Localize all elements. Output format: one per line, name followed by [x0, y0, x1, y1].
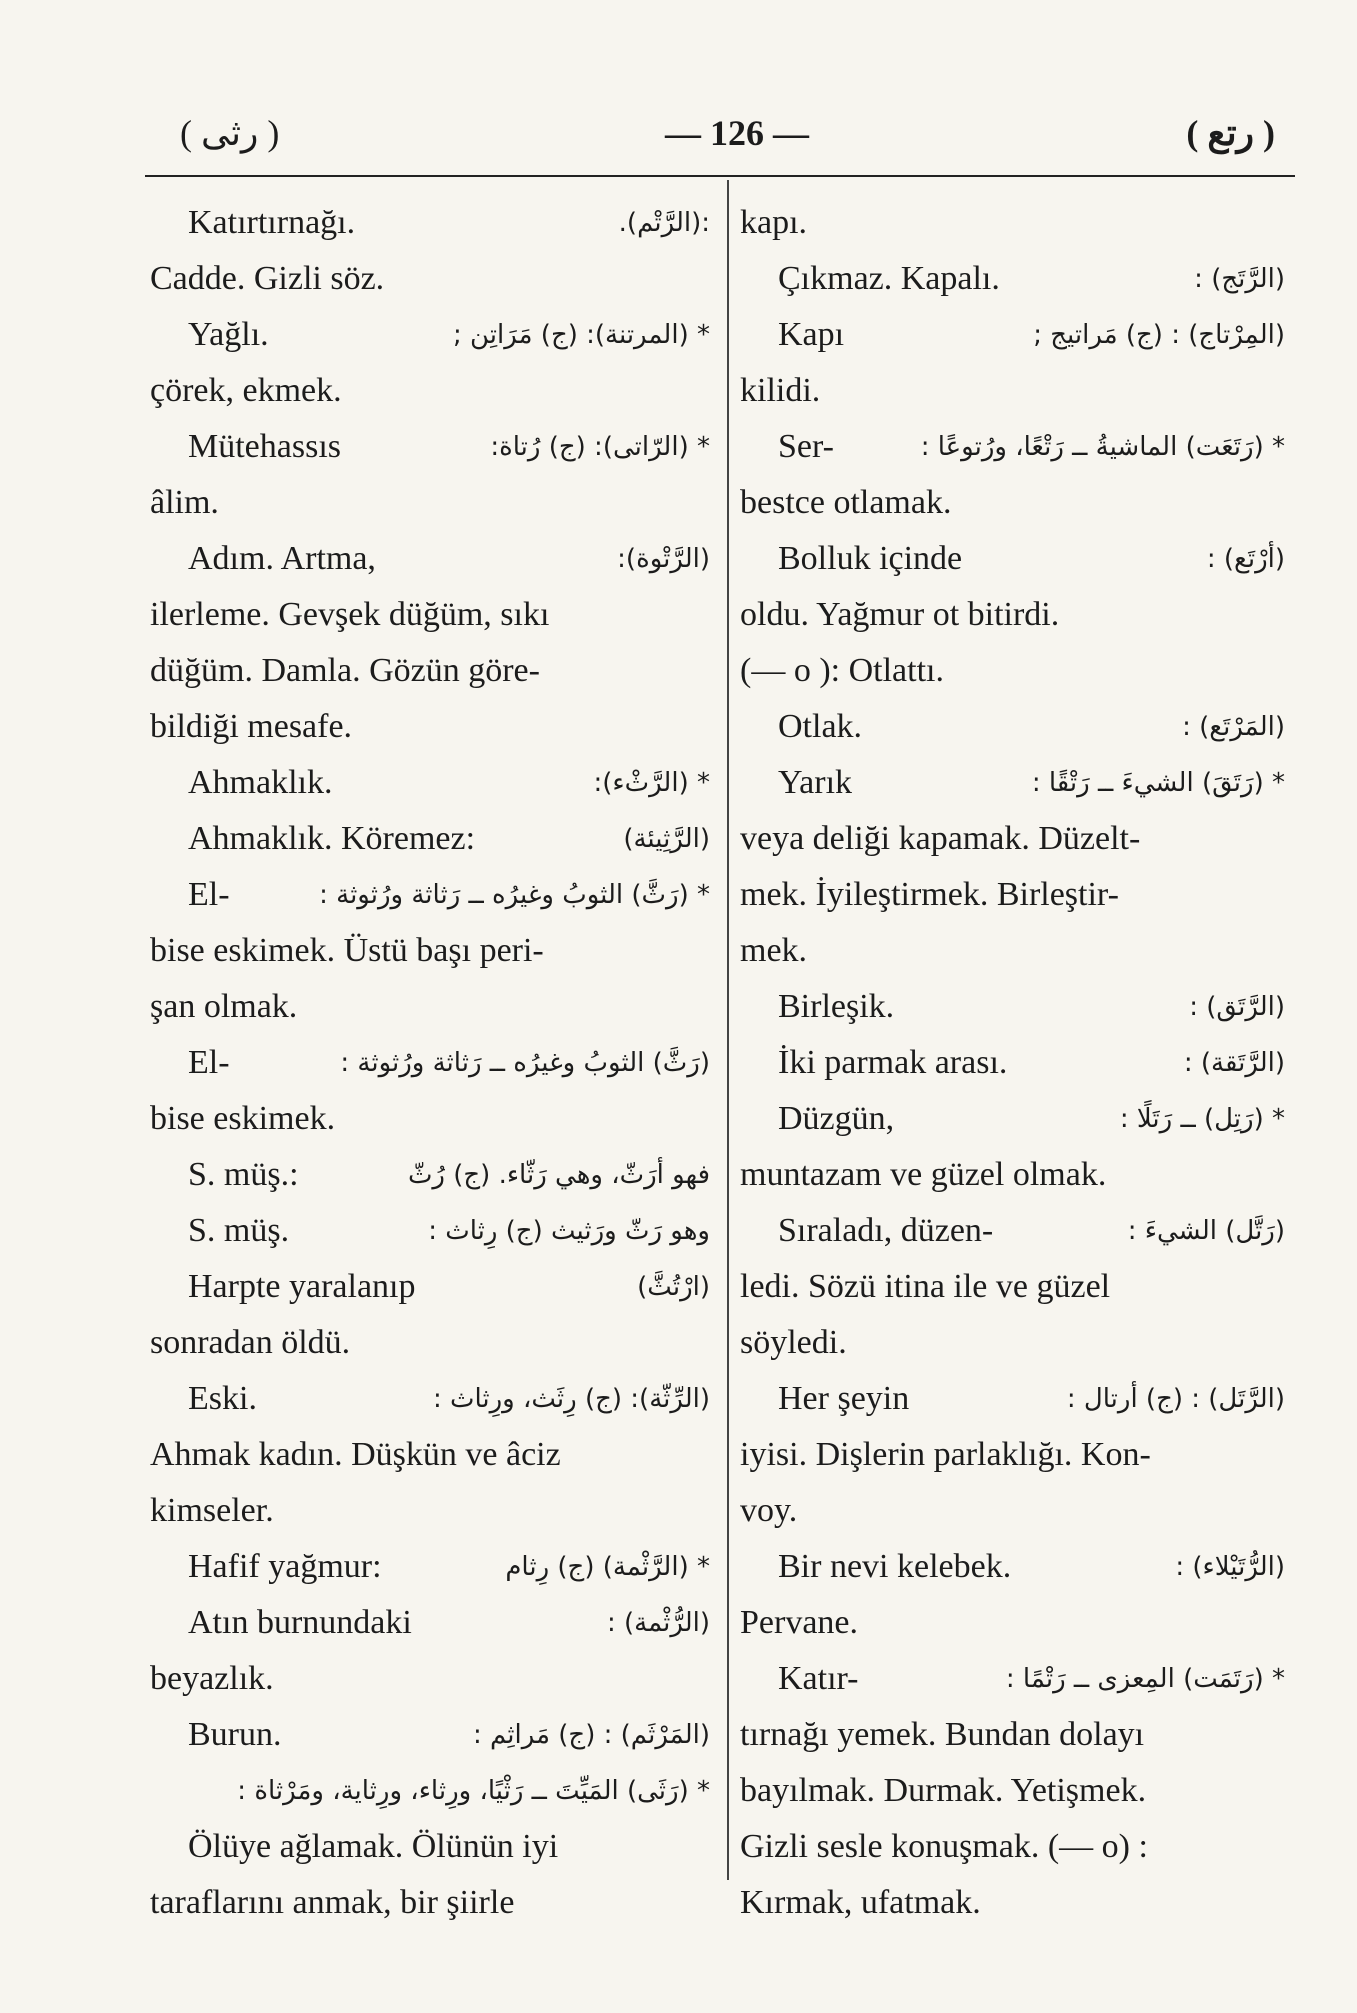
dictionary-line [740, 475, 1285, 531]
turkish-text: kilidi. [740, 372, 821, 409]
turkish-text: Burun. [188, 1716, 282, 1753]
dictionary-line [150, 699, 710, 755]
arabic-headword: * (رَتَمَت) المِعزى ــ رَتْمًا : [1005, 1664, 1285, 1694]
dictionary-line [150, 363, 710, 419]
right-column [740, 195, 1285, 1931]
turkish-text: Katırtırnağı. [188, 204, 356, 241]
arabic-headword: * (الرَّثْء): [593, 768, 710, 798]
dictionary-line [740, 1091, 1285, 1147]
dictionary-line [740, 1875, 1285, 1931]
dictionary-line [150, 419, 710, 475]
turkish-text: Yarık [778, 764, 853, 801]
turkish-text: mek. İyileştirmek. Birleştir- [740, 876, 1119, 913]
dictionary-line [150, 1483, 710, 1539]
turkish-text: Yağlı. [188, 316, 269, 353]
dictionary-line [740, 1595, 1285, 1651]
turkish-text: ledi. Sözü itina ile ve güzel [740, 1268, 1111, 1305]
arabic-headword: (المِرْتاج) : (ج) مَراتيج ; [1033, 320, 1285, 350]
turkish-text: ilerleme. Gevşek düğüm, sıkı [150, 596, 550, 633]
arabic-headword: * (رَتِل) ــ رَتَلًا : [1119, 1104, 1285, 1134]
turkish-text: tırnağı yemek. Bundan dolayı [740, 1716, 1145, 1753]
page-number: — 126 — [665, 113, 809, 153]
dictionary-line [150, 1651, 710, 1707]
arabic-headword: (الرُّثْمة) : [606, 1608, 710, 1638]
turkish-text: S. müş.: [188, 1156, 299, 1193]
turkish-text: Ser- [778, 428, 834, 465]
turkish-text: Eski. [188, 1380, 257, 1417]
turkish-text: Birleşik. [778, 988, 895, 1025]
turkish-text: iyisi. Dişlerin parlaklığı. Kon- [740, 1436, 1151, 1473]
arabic-headword: (الرَّتَق) : [1189, 992, 1285, 1022]
dictionary-line [740, 1259, 1285, 1315]
dictionary-line [740, 1315, 1285, 1371]
dictionary-line [740, 531, 1285, 587]
header-right-guide-word: ( رتع ) [1186, 113, 1275, 153]
turkish-text: kapı. [740, 204, 808, 241]
turkish-text: Ahmaklık. [188, 764, 333, 801]
arabic-headword: * (رَثَى) المَيِّتَ ــ رَثْيًا، ورِثاء، ورِثاية، ومَرْثاة : [237, 1776, 710, 1806]
turkish-text: Cadde. Gizli söz. [150, 260, 385, 297]
arabic-headword: * (رَتَعَت) الماشيةُ ــ رَتْعًا، ورُتوعًا : [920, 432, 1285, 462]
turkish-text: El- [188, 1044, 230, 1081]
dictionary-line [740, 587, 1285, 643]
turkish-text: Çıkmaz. Kapalı. [778, 260, 1000, 297]
turkish-text: Bolluk içinde [778, 540, 963, 577]
arabic-headword: (رَثَّ) الثوبُ وغيرُه ــ رَثاثة ورُثوثة : [340, 1048, 710, 1078]
dictionary-line [740, 1147, 1285, 1203]
turkish-text: bise eskimek. Üstü başı peri- [150, 932, 544, 969]
turkish-text: El- [188, 876, 230, 913]
dictionary-line [740, 755, 1285, 811]
arabic-headword: (الرَّتَقة) : [1183, 1048, 1285, 1078]
dictionary-line [740, 1203, 1285, 1259]
dictionary-line [740, 1539, 1285, 1595]
dictionary-line [740, 1819, 1285, 1875]
arabic-headword: (المَرْثَم) : (ج) مَراثِم : [472, 1720, 710, 1750]
column-divider [727, 180, 729, 1880]
turkish-text: Adım. Artma, [188, 540, 376, 577]
dictionary-line [150, 251, 710, 307]
arabic-headword: (رَتَّل) الشيءَ : [1127, 1216, 1285, 1246]
arabic-headword: * (الرَّثْمة) (ج) رِثام [505, 1552, 710, 1582]
turkish-text: bestce otlamak. [740, 484, 952, 521]
dictionary-line [150, 307, 710, 363]
dictionary-line [150, 1595, 710, 1651]
dictionary-line [150, 1147, 710, 1203]
dictionary-line [150, 755, 710, 811]
arabic-headword: (أرْتَع) : [1206, 544, 1285, 574]
header-rule [145, 175, 1295, 177]
arabic-headword: (الرَّثِيئة) [623, 824, 710, 854]
dictionary-line [150, 1539, 710, 1595]
arabic-headword: فهو أرَثّ، وهي رَثّاء. (ج) رُثّ [407, 1160, 710, 1190]
dictionary-line [740, 979, 1285, 1035]
arabic-headword: وهو رَثّ ورَثيث (ج) رِثاث : [428, 1216, 710, 1246]
dictionary-line [740, 811, 1285, 867]
dictionary-line [740, 1763, 1285, 1819]
turkish-text: veya deliği kapamak. Düzelt- [740, 820, 1141, 857]
arabic-headword: (الرَّتَل) : (ج) أرتال : [1066, 1384, 1285, 1414]
arabic-headword: :(الرَّتْم). [618, 208, 710, 238]
turkish-text: çörek, ekmek. [150, 372, 342, 409]
dictionary-line [150, 1091, 710, 1147]
dictionary-line [740, 1427, 1285, 1483]
dictionary-line [740, 363, 1285, 419]
dictionary-line [150, 1763, 710, 1819]
dictionary-line [150, 1427, 710, 1483]
dictionary-line [150, 643, 710, 699]
turkish-text: S. müş. [188, 1212, 290, 1249]
dictionary-line [740, 1651, 1285, 1707]
turkish-text: taraflarını anmak, bir şiirle [150, 1884, 515, 1921]
dictionary-line [150, 923, 710, 979]
turkish-text: mek. [740, 932, 808, 969]
dictionary-line [740, 1371, 1285, 1427]
arabic-headword: (الرُّتَيْلاء) : [1175, 1552, 1285, 1582]
turkish-text: Her şeyin [778, 1380, 910, 1417]
turkish-text: Atın burnundaki [188, 1604, 412, 1641]
arabic-headword: * (رَتَقَ) الشيءَ ــ رَتْقًا : [1031, 768, 1285, 798]
turkish-text: muntazam ve güzel olmak. [740, 1156, 1107, 1193]
turkish-text: (— o ): Otlattı. [740, 652, 944, 689]
turkish-text: söyledi. [740, 1324, 847, 1361]
turkish-text: bayılmak. Durmak. Yetişmek. [740, 1772, 1147, 1809]
arabic-headword: * (الرّاتى): (ج) رُتاة: [490, 432, 710, 462]
dictionary-line [150, 1203, 710, 1259]
turkish-text: Ahmak kadın. Düşkün ve âciz [150, 1436, 561, 1473]
turkish-text: Düzgün, [778, 1100, 895, 1137]
dictionary-line [740, 1035, 1285, 1091]
turkish-text: Harpte yaralanıp [188, 1268, 416, 1305]
dictionary-line [150, 195, 710, 251]
page-header [145, 112, 1295, 172]
dictionary-line [740, 1483, 1285, 1539]
dictionary-line [150, 1035, 710, 1091]
arabic-headword: (ارْتُثَّ) [637, 1272, 710, 1302]
turkish-text: Hafif yağmur: [188, 1548, 382, 1585]
dictionary-line [150, 531, 710, 587]
dictionary-line [740, 699, 1285, 755]
dictionary-line [740, 251, 1285, 307]
turkish-text: Sıraladı, düzen- [778, 1212, 994, 1249]
turkish-text: voy. [740, 1492, 798, 1529]
turkish-text: kimseler. [150, 1492, 274, 1529]
turkish-text: Kırmak, ufatmak. [740, 1884, 981, 1921]
dictionary-line [740, 923, 1285, 979]
turkish-text: düğüm. Damla. Gözün göre- [150, 652, 540, 689]
turkish-text: Otlak. [778, 708, 863, 745]
header-left-guide-word: ( رثى ) [180, 113, 280, 153]
arabic-headword: * (رَثَّ) الثوبُ وغيرُه ــ رَثاثة ورُثوثة : [319, 880, 710, 910]
turkish-text: bise eskimek. [150, 1100, 336, 1137]
turkish-text: Gizli sesle konuşmak. (— o) : [740, 1828, 1148, 1865]
turkish-text: âlim. [150, 484, 219, 521]
dictionary-line [150, 1707, 710, 1763]
turkish-text: Ahmaklık. Köremez: [188, 820, 476, 857]
turkish-text: sonradan öldü. [150, 1324, 351, 1361]
dictionary-line [150, 1875, 710, 1931]
turkish-text: bildiği mesafe. [150, 708, 353, 745]
turkish-text: Pervane. [740, 1604, 859, 1641]
dictionary-line [150, 1315, 710, 1371]
dictionary-line [740, 643, 1285, 699]
arabic-headword: (الرِّثّة): (ج) رِثَث، ورِثاث : [432, 1384, 710, 1414]
dictionary-line [150, 867, 710, 923]
dictionary-line [150, 587, 710, 643]
dictionary-line [150, 979, 710, 1035]
turkish-text: beyazlık. [150, 1660, 274, 1697]
dictionary-line [150, 1371, 710, 1427]
turkish-text: İki parmak arası. [778, 1044, 1008, 1081]
arabic-headword: (الرَّتْوة): [617, 544, 710, 574]
dictionary-line [740, 419, 1285, 475]
dictionary-line [150, 1819, 710, 1875]
dictionary-line [740, 307, 1285, 363]
dictionary-line [740, 1707, 1285, 1763]
turkish-text: Bir nevi kelebek. [778, 1548, 1012, 1585]
turkish-text: şan olmak. [150, 988, 298, 1025]
arabic-headword: * (المرتنة): (ج) مَرَاتِن ; [452, 320, 710, 350]
dictionary-line [150, 1259, 710, 1315]
dictionary-line [150, 475, 710, 531]
turkish-text: Ölüye ağlamak. Ölünün iyi [188, 1828, 559, 1865]
turkish-text: Mütehassıs [188, 428, 341, 465]
left-column [150, 195, 710, 1931]
dictionary-line [740, 195, 1285, 251]
arabic-headword: (المَرْتَع) : [1182, 712, 1285, 742]
turkish-text: Kapı [778, 316, 845, 353]
dictionary-line [740, 867, 1285, 923]
dictionary-line [150, 811, 710, 867]
turkish-text: Katır- [778, 1660, 859, 1697]
turkish-text: oldu. Yağmur ot bitirdi. [740, 596, 1060, 633]
arabic-headword: (الرَّتَج) : [1194, 264, 1285, 294]
